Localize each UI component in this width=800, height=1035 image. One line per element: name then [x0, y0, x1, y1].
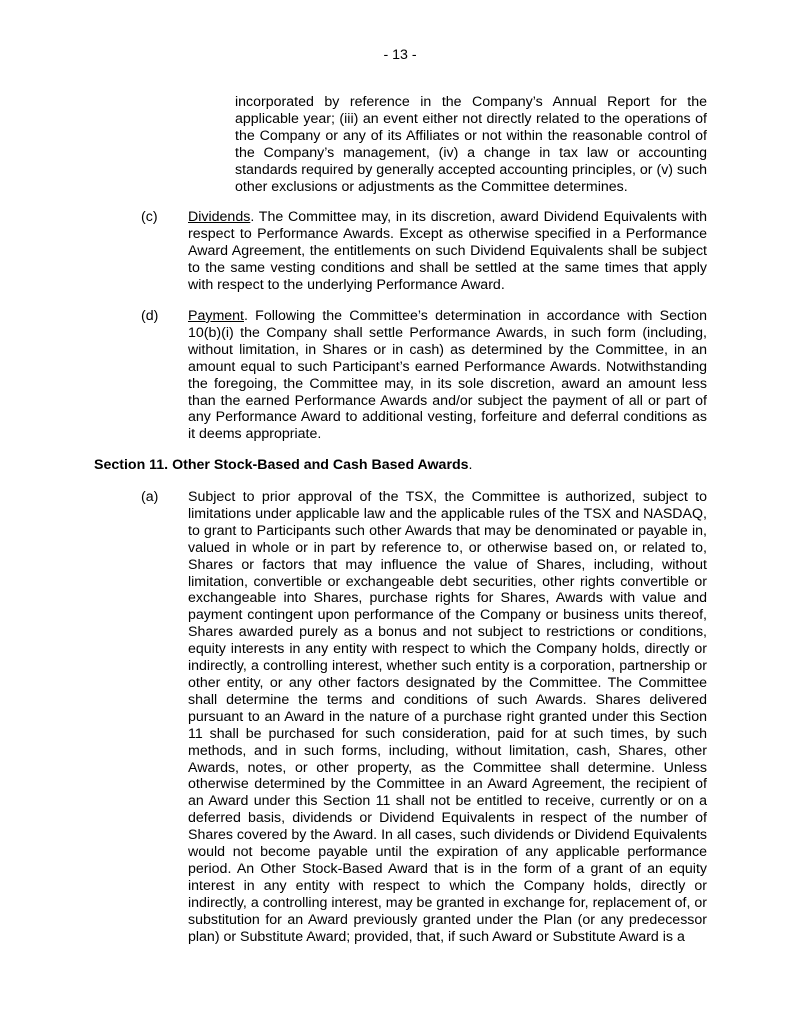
clause-label-d: (d): [141, 308, 159, 324]
continuation-paragraph: incorporated by reference in the Company’s Annual Report for the applicable year; (iii) an event either not directly related to the operations of the Company or any of its Affiliates or not within the reasonable control of the Company’s management, (iv) a change in tax law or accounting standards required by generally accepted accounting principles, or (v) such other exclusions or adjustments as the Committee determines.: [235, 94, 707, 195]
page-number: - 13 -: [383, 47, 417, 63]
clause-label-a: (a): [141, 489, 159, 505]
clause-other-awards: Subject to prior approval of the TSX, the Committee is authorized, subject to limitations under applicable law and the applicable rules of the TSX and NASDAQ, to grant to Participants such other Awards that may be denominated or payable in, valued in whole or in part by reference to, or otherwise based on, or related to, Shares or factors that may influence the value of Shares, including, without limitation, convertible or exchangeable debt securities, other rights convertible or exchangeable into Shares, purchase rights for Shares, Awards with value and payment contingent upon performance of the Company or business units thereof, Shares awarded purely as a bonus and not subject to restrictions or conditions, equity interests in any entity with respect to which the Company holds, directly or indirectly, a controlling interest, whether such entity is a corporation, partnership or other entity, or any other factors designated by the Committee. The Committee shall determine the terms and conditions of such Awards. Shares delivered pursuant to an Award in the nature of a purchase right granted under this Section 11 shall be purchased for such consideration, paid for at such times, by such methods, and in such forms, including, without limitation, cash, Shares, other Awards, notes, or other property, as the Committee shall determine. Unless otherwise determined by the Committee in an Award Agreement, the recipient of an Award under this Section 11 shall not be entitled to receive, currently or on a deferred basis, dividends or Dividend Equivalents in respect of the number of Shares covered by the Award. In all cases, such dividends or Dividend Equivalents would not become payable until the expiration of any applicable performance period. An Other Stock-Based Award that is in the form of a grant of an equity interest in any entity with respect to which the Company holds, directly or indirectly, a controlling interest, may be granted in exchange for, replacement of, or substitution for an Award previously granted under the Plan (or any predecessor plan) or Substitute Award; provided, that, if such Award or Substitute Award is a: [188, 489, 707, 945]
clause-dividends: [188, 209, 707, 294]
section-11-heading-period: .: [468, 457, 473, 473]
clause-body-dividends: . The Committee may, in its discretion, award Dividend Equivalents with respect to Performance Awards. Except as otherwise specified in a Performance Award Agreement, the entitlements on such Dividend Equivalents shall be subject to the same vesting conditions and shall be settled at the same times that apply with respect to the underlying Performance Award.: [188, 209, 707, 293]
clause-title-dividends: Dividends: [188, 209, 251, 225]
clause-payment: [188, 308, 707, 443]
clause-label-c: (c): [141, 209, 158, 225]
clause-body-payment: . Following the Committee’s determination in accordance with Section 10(b)(i) the Company shall settle Performance Awards, in such form (including, without limitation, in Shares or in cash) as determined by the Committee, in an amount equal to such Participant’s earned Performance Awards. Notwithstanding the foregoing, the Committee may, in its sole discretion, award an amount less than the earned Performance Awards and/or subject the payment of all or part of any Performance Award to additional vesting, forfeiture and deferral conditions as it deems appropriate.: [188, 308, 707, 443]
section-11-heading-text: Section 11. Other Stock-Based and Cash Based Awards: [94, 457, 469, 473]
section-11-heading: [94, 457, 472, 474]
clause-title-payment: Payment: [188, 308, 244, 324]
